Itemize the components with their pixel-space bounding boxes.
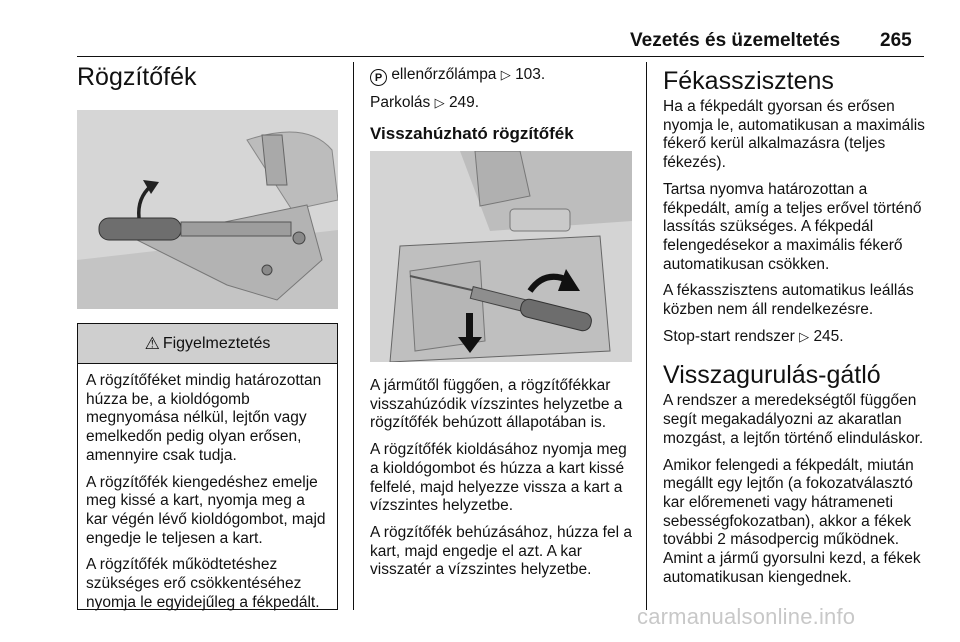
warning-title: Figyelmeztetés <box>162 334 271 352</box>
brake-assist-paragraph-2: Tartsa nyomva határozottan a fékpedált, amíg a teljes erővel történő lassítás szükséges. A fékpedál felengedésekor a maximális fékerő automatikusan csökken. <box>663 180 922 273</box>
page-ref-arrow-icon: ▷ <box>500 67 511 82</box>
column-divider-1 <box>353 62 354 610</box>
warning-box <box>77 323 338 610</box>
hill-start-paragraph-1: A rendszer a meredekségtől függően segít megakadályozni az akaratlan mozgást, a lejtőn történő elinduláskor. <box>663 392 924 447</box>
page-number: 265 <box>880 30 912 51</box>
parking-label: Parkolás <box>370 94 431 111</box>
stop-start-page-link[interactable]: 245. <box>813 327 844 345</box>
control-light-reference <box>370 66 632 86</box>
handbrake-illustration <box>77 110 338 309</box>
warning-paragraph-1: A rögzítőféket mindig határozottan húzza be, a kioldógomb megnyomása nélkül, lejtőn vagy emelkedőn pedig olyan erősen, amennyire csak tudja. <box>86 372 322 464</box>
retractable-paragraph-1: A járműtől függően, a rögzítőfékkar visszahúzódik vízszintes helyzetbe a rögzítőfék behúzott állapotában is. <box>370 377 623 432</box>
section-heading-hill-start-assist: Visszagurulás-gátló <box>663 361 881 390</box>
subheading-retractable-brake: Visszahúzható rögzítőfék <box>370 124 574 143</box>
stop-start-label: Stop-start rendszer <box>663 327 795 345</box>
brake-assist-paragraph-1: Ha a fékpedált gyorsan és erősen nyomja le, automatikusan a maximális fékerő kerül alkalmazásra (teljes fékezés). <box>663 98 925 172</box>
header-rule <box>77 56 924 57</box>
warning-header <box>78 324 337 364</box>
warning-paragraph-2: A rögzítőfék kiengedéshez emelje meg kissé a kart, nyomja meg a kar végén lévő kioldógombot, majd engedje le teljesen a kart. <box>86 473 326 547</box>
running-header-title: Vezetés és üzemeltetés <box>630 30 841 51</box>
section-heading-brake-assist: Fékasszisztens <box>663 67 834 95</box>
stop-start-reference <box>663 328 925 347</box>
watermark: carmanualsonline.info <box>637 604 856 629</box>
parking-reference <box>370 94 632 113</box>
parking-page-link[interactable]: 249. <box>448 94 480 111</box>
section-heading-parking-brake: Rögzítőfék <box>77 63 197 91</box>
column-2 <box>370 66 632 121</box>
page-ref-arrow-icon: ▷ <box>434 95 445 110</box>
warning-paragraph-3: A rögzítőfék működtetéshez szükséges erő csökkentéséhez nyomja le egyidejűleg a fékpedált. <box>86 556 320 611</box>
retractable-handbrake-illustration <box>370 151 632 362</box>
warning-body <box>78 364 337 612</box>
warning-triangle-icon: ⚠ <box>144 333 160 353</box>
control-light-label: ellenőrzőlámpa <box>391 66 497 83</box>
retractable-paragraph-2: A rögzítőfék kioldásához nyomja meg a kioldógombot és húzza a kart kissé felfelé, majd helyezze vissza a kart a vízszintes helyzetbe. <box>370 441 627 515</box>
column-divider-2 <box>646 62 647 610</box>
hill-start-paragraph-2: Amikor felengedi a fékpedált, miután megállt egy lejtőn (a fokozatválasztó kar előremeneti vagy hátrameneti sebességfokozatban), akkor a fékek további 2 másodpercig működnek. Amint a jármű gyorsulni kezd, a fékek automatikusan kiengednek. <box>663 456 921 586</box>
control-light-page-link[interactable]: 103. <box>515 66 546 83</box>
parking-brake-light-icon: P <box>370 69 387 86</box>
page-ref-arrow-icon: ▷ <box>799 328 810 344</box>
column-2-body <box>370 377 634 588</box>
retractable-paragraph-3: A rögzítőfék behúzásához, húzza fel a kart, majd engedje el azt. A kar visszatér a vízszintes helyzetbe. <box>370 523 632 579</box>
brake-assist-paragraph-3: A fékasszisztens automatikus leállás közben nem áll rendelkezésre. <box>663 282 914 319</box>
column-3 <box>663 66 925 595</box>
